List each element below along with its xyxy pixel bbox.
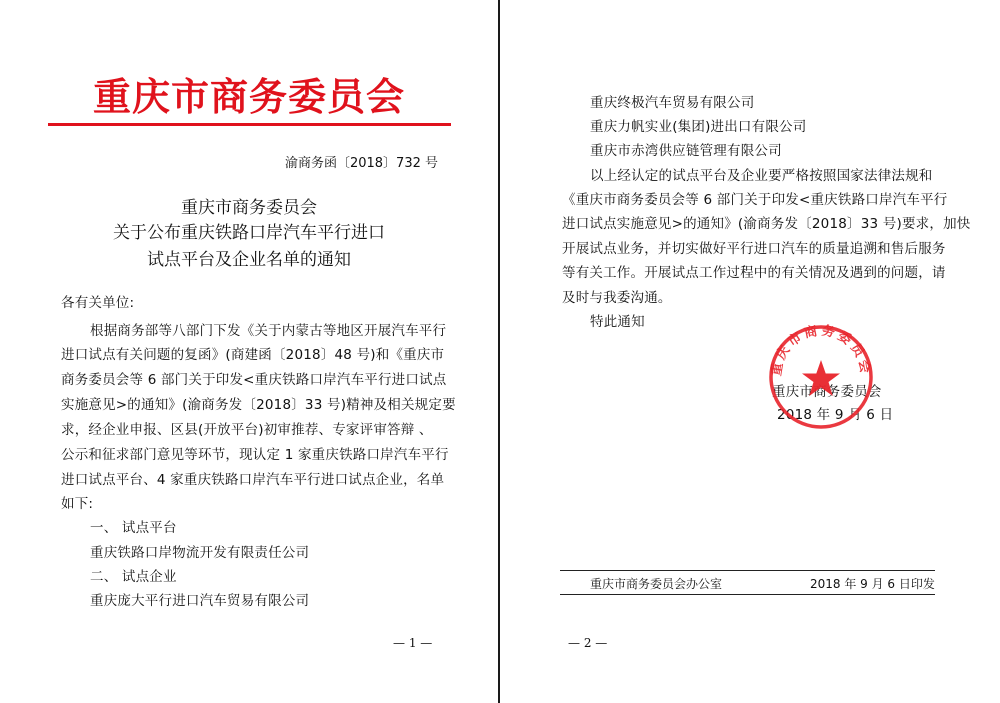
body-line-8: 如下:: [61, 496, 94, 512]
document-page-2: [500, 0, 1000, 703]
body-line-5: 等有关工作。开展试点工作过程中的有关情况及遇到的问题，请: [562, 265, 946, 281]
closing-phrase: 特此通知: [590, 314, 645, 330]
seal-text: 重庆市商务委员会: [769, 323, 873, 378]
body-line-3: 商务委员会等 6 部门关于印发<重庆铁路口岸汽车平行进口试点: [61, 372, 447, 388]
notice-title-line-2: 关于公布重庆铁路口岸汽车平行进口: [113, 223, 385, 243]
page-number: — 2 —: [568, 636, 608, 650]
body-line-7: 进口试点平台、4 家重庆铁路口岸汽车平行进口试点企业，名单: [61, 472, 445, 488]
body-line-1: 以上经认定的试点平台及企业要严格按照国家法律法规和: [590, 168, 933, 184]
signature-date: 2018 年 9 月 6 日: [777, 407, 894, 423]
signature-organization: 重庆市商务委员会: [772, 384, 882, 400]
document-number: 渝商务函〔2018〕732 号: [284, 156, 438, 171]
letterhead-red-rule: [48, 123, 451, 126]
enterprise-company: 重庆终极汽车贸易有限公司: [590, 95, 755, 111]
body-line-5: 求，经企业申报、区县(开放平台)初审推荐、专家评审答辩 、: [61, 422, 433, 438]
body-line-4: 实施意见>的通知》(渝商务发〔2018〕33 号)精神及相关规定要: [61, 397, 456, 413]
enterprise-company: 重庆力帆实业(集团)进出口有限公司: [590, 119, 807, 135]
platform-company: 重庆铁路口岸物流开发有限责任公司: [90, 545, 310, 561]
section-heading-enterprises: 二、 试点企业: [90, 569, 177, 585]
official-seal: [766, 322, 876, 432]
agency-letterhead-title: 重庆市商务委员会: [92, 75, 405, 119]
footer-rule-top: [560, 570, 935, 571]
section-heading-platform: 一、 试点平台: [90, 520, 177, 536]
body-line-1: 根据商务部等八部门下发《关于内蒙古等地区开展汽车平行: [90, 323, 447, 339]
body-line-3: 进口试点实施意见>的通知》(渝商务发〔2018〕33 号)要求，加快: [562, 216, 971, 232]
notice-title-line-3: 试点平台及企业名单的通知: [147, 250, 351, 270]
enterprise-company: 重庆市赤湾供应链管理有限公司: [590, 143, 782, 159]
enterprise-company: 重庆庞大平行进口汽车贸易有限公司: [90, 593, 310, 609]
footer-print-date: 2018 年 9 月 6 日印发: [810, 577, 935, 591]
body-line-6: 及时与我委沟通。: [562, 290, 672, 306]
footer-issuing-office: 重庆市商务委员会办公室: [590, 577, 723, 591]
body-line-4: 开展试点业务，并切实做好平行进口汽车的质量追溯和售后服务: [562, 241, 946, 257]
body-line-2: 《重庆市商务委员会等 6 部门关于印发<重庆铁路口岸汽车平行: [562, 192, 948, 208]
body-line-6: 公示和征求部门意见等环节，现认定 1 家重庆铁路口岸汽车平行: [61, 447, 449, 463]
notice-title-line-1: 重庆市商务委员会: [181, 198, 317, 218]
seal-star-icon: [802, 360, 840, 396]
body-line-2: 进口试点有关问题的复函》(商建函〔2018〕48 号)和《重庆市: [61, 347, 445, 363]
salutation: 各有关单位:: [61, 295, 135, 311]
page-number: — 1 —: [393, 636, 433, 650]
document-page-1: [0, 0, 498, 703]
footer-rule-bottom: [560, 594, 935, 595]
